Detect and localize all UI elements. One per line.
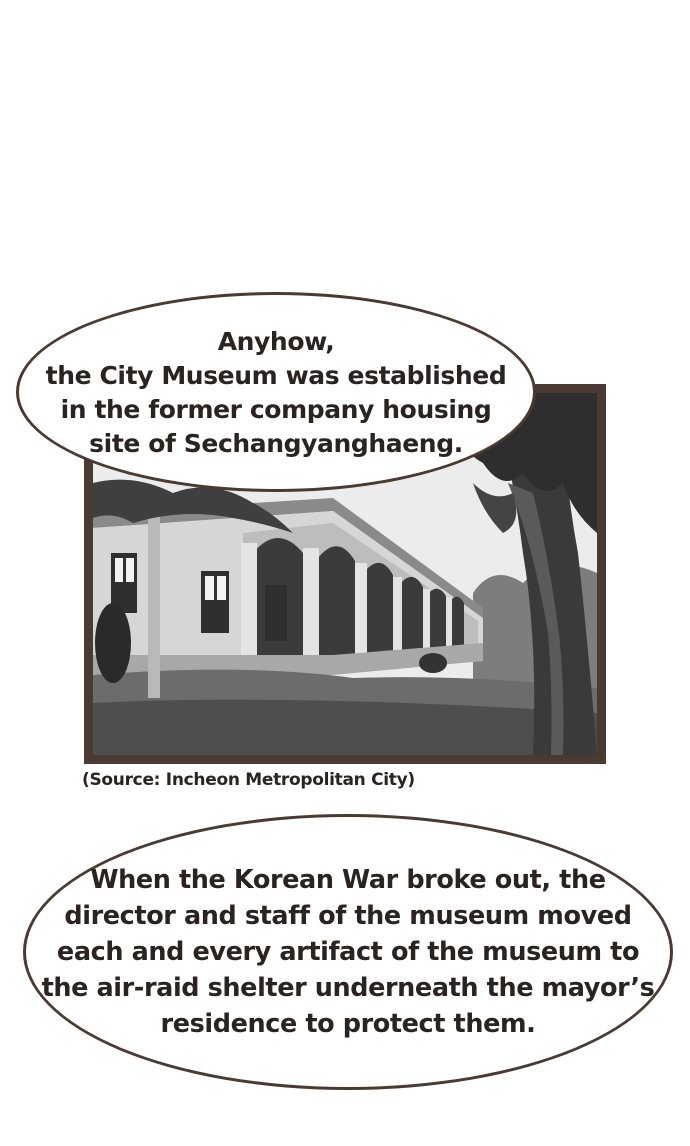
bubble-top-line-3: in the former company housing [60, 395, 492, 424]
bubble-top-line-2: the City Museum was established [45, 361, 507, 390]
bubble-bottom-line-5: residence to protect them. [160, 1009, 536, 1039]
bubble-top-line-1: Anyhow, [217, 327, 335, 356]
bubble-bottom-line-4: the air-raid shelter underneath the mayor’s [41, 973, 655, 1003]
bubble-bottom-line-3: each and every artifact of the museum to [56, 937, 640, 967]
bubble-bottom-line-2: director and staff of the museum moved [64, 901, 632, 931]
bubble-bottom-line-1: When the Korean War broke out, the [90, 865, 606, 895]
bubble-top-line-4: site of Sechangyanghaeng. [89, 429, 463, 458]
photo-source-caption: (Source: Incheon Metropolitan City) [82, 770, 415, 790]
speech-bubble-top [16, 292, 536, 492]
speech-bubble-bottom [23, 814, 673, 1090]
